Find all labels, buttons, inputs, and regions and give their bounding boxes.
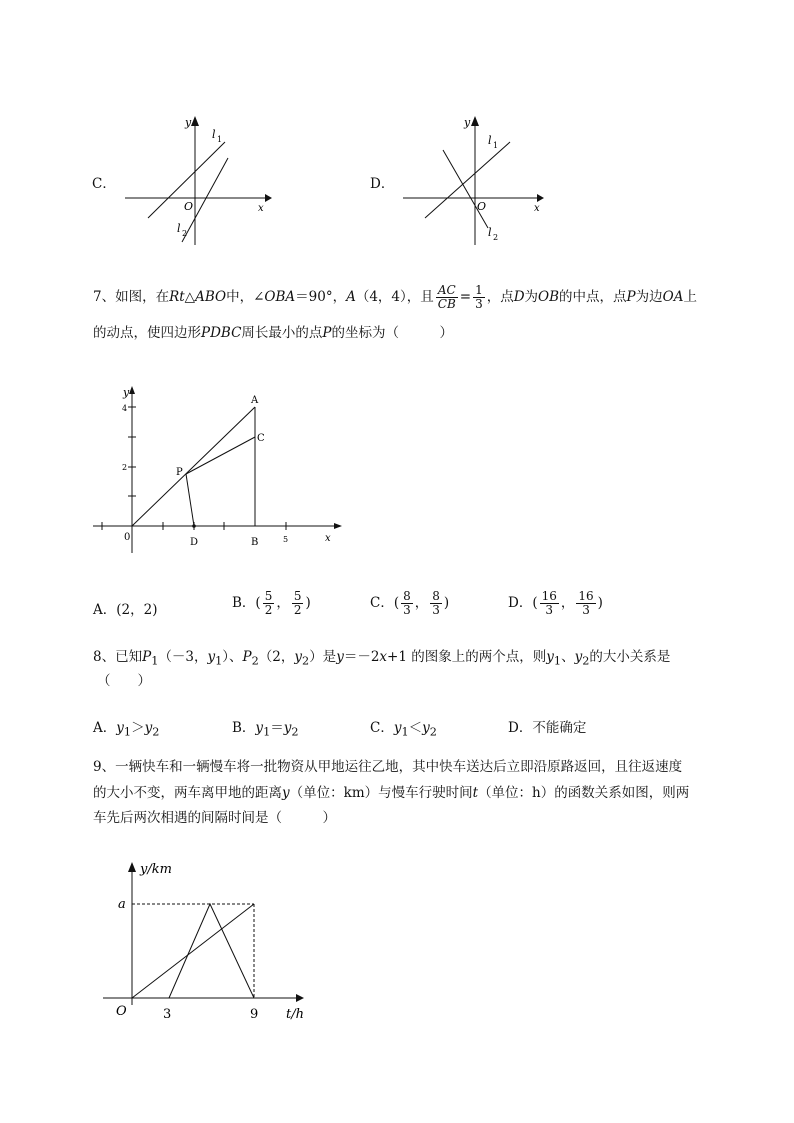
tick-5-label: 5 xyxy=(283,535,289,544)
q8-option-b[interactable]: B．$y_1=y_2$ xyxy=(232,720,299,739)
q6-option-c[interactable] xyxy=(90,110,280,250)
q8-option-a[interactable]: A．$y_1>y_2$ xyxy=(93,720,160,739)
q7-line2: 的动点，使四边形PDBC周长最小的点P的坐标为（ ） xyxy=(93,325,454,341)
line-l2 xyxy=(443,150,488,228)
q7-option-a[interactable]: A．(2，2) xyxy=(93,602,158,618)
t9-label: 9 xyxy=(250,1007,259,1022)
x-label: x xyxy=(534,203,540,214)
t-axis-label: t/h xyxy=(286,1007,304,1022)
slow-car-line xyxy=(132,904,254,998)
q6-graph-d xyxy=(400,110,560,250)
line-l1 xyxy=(425,142,510,218)
q6-option-d[interactable] xyxy=(368,110,568,250)
q9-line1: 9、一辆快车和一辆慢车将一批物资从甲地运往乙地，其中快车送达后立即沿原路返回，且往返速度 xyxy=(93,759,683,775)
a-label: a xyxy=(118,897,126,912)
l2-sub: 2 xyxy=(182,229,188,238)
l1-label: l xyxy=(212,128,216,141)
q7-ratio-frac: $\frac{AC}{CB}$ xyxy=(437,283,456,311)
point-P-label: P xyxy=(176,467,183,478)
y-label: y xyxy=(123,386,130,399)
y-axis-label: y/km xyxy=(140,862,172,877)
q7-option-b[interactable]: B．( $\frac{5}{2}$ ， $\frac{5}{2}$ ) xyxy=(232,589,311,617)
segment-PC xyxy=(186,437,255,474)
y-label: y xyxy=(185,116,192,129)
l2-sub: 2 xyxy=(493,233,499,242)
x-arrow xyxy=(334,523,342,529)
l1-sub: 1 xyxy=(493,141,499,150)
l1-sub: 1 xyxy=(217,135,223,144)
t3-label: 3 xyxy=(163,1007,172,1022)
t-arrow xyxy=(296,994,304,1002)
q9-line3: 车先后两次相遇的间隔时间是（ ） xyxy=(93,810,336,826)
x-label: x xyxy=(258,203,264,214)
l2-label: l xyxy=(177,222,181,235)
q9-graph xyxy=(98,855,323,1030)
q7-option-d[interactable]: D．( $\frac{16}{3}$ ， $\frac{16}{3}$ ) xyxy=(508,589,603,617)
origin-label: O xyxy=(184,200,194,213)
q8-line2: （ ） xyxy=(97,673,151,689)
point-C-label: C xyxy=(257,433,265,444)
point-A-label: A xyxy=(251,395,259,406)
option-c-label: C． xyxy=(92,176,116,192)
q7-one-third-frac: $\frac{1}{3}$ xyxy=(475,283,483,311)
q8-option-d[interactable]: D．不能确定 xyxy=(508,720,587,736)
origin-label: 0 xyxy=(124,532,131,543)
point-D-label: D xyxy=(190,537,199,548)
origin-label: O xyxy=(116,1004,127,1019)
x-label: x xyxy=(325,533,331,544)
segment-PD xyxy=(186,474,194,526)
y-label: y xyxy=(464,116,471,129)
l2-label: l xyxy=(488,226,492,239)
q8-line1: 8、已知$P_1(-3$，$y_1$）、$P_2(2$，$y_2$）是y＝－2x+1 的图象上的两个点，则$y_1$、$y_2$的大小关系是 xyxy=(93,649,671,668)
q7-line1: 7、如图，在Rt△ABO中，∠OBA＝90°，A（4，4），且 $\frac{AC}{CB}$ = $\frac{1}{3}$ ，点D为OB的中点，点P为边OA上 xyxy=(93,283,697,311)
fast-car-line xyxy=(169,904,254,998)
x-arrow xyxy=(265,194,272,202)
y-arrow xyxy=(129,386,135,394)
x-arrow xyxy=(537,194,544,202)
q7-option-c[interactable]: C．( $\frac{8}{3}$ ， $\frac{8}{3}$ ) xyxy=(370,589,450,617)
q7-graph xyxy=(88,378,353,553)
q6-graph-c xyxy=(120,110,280,250)
tick-2-label: 2 xyxy=(122,463,128,472)
point-B-label: B xyxy=(251,537,259,548)
option-d-label: D． xyxy=(370,176,395,192)
origin-label: O xyxy=(477,200,487,213)
tick-4-label: 4 xyxy=(122,404,128,413)
q9-line2: 的大小不变，两车离甲地的距离y（单位：km）与慢车行驶时间t（单位：h）的函数关系如图，则两 xyxy=(93,785,690,801)
y-arrow xyxy=(191,116,199,126)
q8-option-c[interactable]: C．$y_1<y_2$ xyxy=(370,720,437,739)
y-arrow xyxy=(128,862,136,872)
l1-label: l xyxy=(488,134,492,147)
y-arrow xyxy=(471,116,479,126)
point-D-dot xyxy=(192,524,196,528)
segment-OA xyxy=(132,407,255,526)
